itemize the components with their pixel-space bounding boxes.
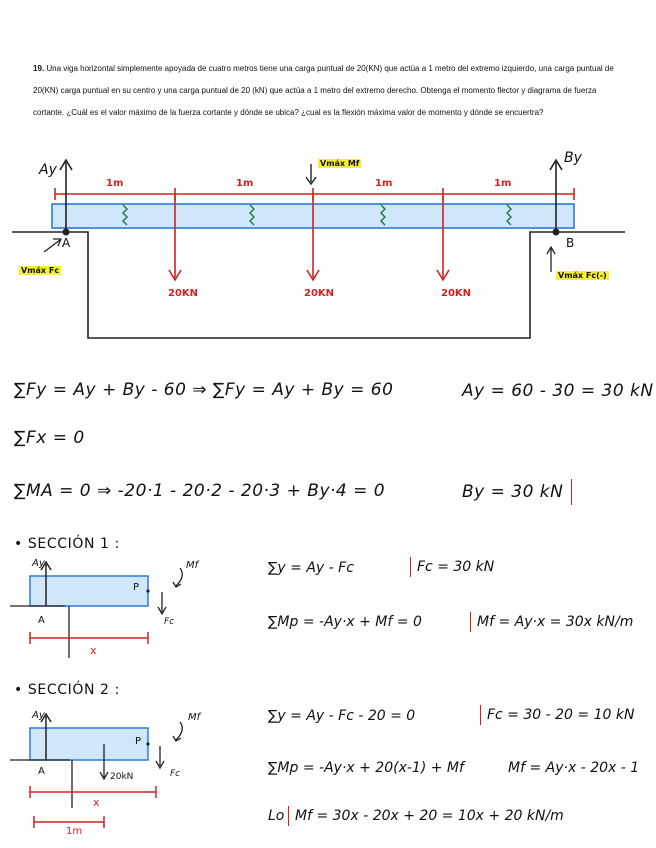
point-a-label: A <box>62 236 71 250</box>
section-1-eq2: ∑Mp = -Ay·x + Mf = 0 <box>268 614 422 630</box>
load-label-1: 20KN <box>168 288 199 299</box>
section-2-p-label: P <box>135 736 142 747</box>
section-2-mf-label: Mf <box>188 712 201 723</box>
section-1-title: • SECCIÓN 1 : <box>14 536 120 552</box>
beam-diagram <box>0 150 656 350</box>
equation-sum-fy: ∑Fy = Ay + By - 60 ⇒ ∑Fy = Ay + By = 60 <box>14 380 394 400</box>
section-1-a-label: A <box>38 615 45 626</box>
section-2-fc-label: Fc <box>170 769 181 779</box>
vmax-left-highlight: Vmáx Fc <box>21 266 60 275</box>
section-2-eq1: ∑y = Ay - Fc - 20 = 0 <box>268 708 416 724</box>
vmax-right-label <box>556 263 609 282</box>
equation-sum-ma: ∑MA = 0 ⇒ -20·1 - 20·2 - 20·3 + By·4 = 0 <box>14 481 386 501</box>
section-1-ay-label: Ay <box>32 558 45 569</box>
section-1-p-label: P <box>133 582 140 593</box>
problem-statement <box>33 58 623 124</box>
section-1-fc-label: Fc <box>164 617 175 627</box>
section-2-load-label: 20kN <box>110 772 134 782</box>
section-2-ay-label: Ay <box>32 710 45 721</box>
vmax-left-label <box>19 258 61 277</box>
section-2-eq1-result: Fc = 30 - 20 = 10 kN <box>480 705 634 725</box>
section-1-diagram <box>10 556 210 666</box>
section-1-eq1-result: Fc = 30 kN <box>410 557 494 577</box>
mf-label <box>318 151 361 170</box>
section-2-1m-label: 1m <box>66 826 83 837</box>
section-2-eq2: ∑Mp = -Ay·x + 20(x-1) + Mf <box>268 760 464 776</box>
ay-label: Ay <box>39 162 57 178</box>
section-2-x-label: x <box>93 796 100 809</box>
equation-by-result: By = 30 kN <box>462 479 572 505</box>
section-2-eq3-prefix: Lo <box>268 808 285 824</box>
section-2-a-label: A <box>38 766 45 777</box>
vmax-pointer-arrow <box>44 240 60 252</box>
by-label: By <box>564 150 582 166</box>
section-1-eq1: ∑y = Ay - Fc <box>268 560 354 576</box>
section-1-eq2-result: Mf = Ay·x = 30x kN/m <box>470 612 633 632</box>
section-2-title: • SECCIÓN 2 : <box>14 682 120 698</box>
load-label-2: 20KN <box>304 288 335 299</box>
problem-text: Una viga horizontal simplemente apoyada de cuatro metros tiene una carga puntual de 20(KN) que actúa a 1 metro del extremo izquierdo, una carga puntual de 20(KN) carga puntual en su centro y una carga puntual de 20 (kN) que actúa a 1 metro del extremo derecho. Obtenga el momento flector y diagrama de fuerza cortante. ¿Cuál es el valor máximo de la fuerza cortante y dónde se ubica? ¿cual es la flexión máxima valor de momento y dónde se encuertra? <box>33 64 614 117</box>
vmax-right-highlight: Vmáx Fc(-) <box>558 271 607 280</box>
span-label-3: 1m <box>375 178 393 189</box>
section-1-x-label: x <box>90 644 97 657</box>
section-2-eq2-b: Mf = Ay·x - 20x - 1 <box>508 760 640 776</box>
mf-highlight: Vmáx Mf <box>320 159 360 168</box>
equation-ay-result: Ay = 60 - 30 = 30 kN <box>462 378 656 404</box>
equation-sum-fx: ∑Fx = 0 <box>14 428 85 448</box>
support-left-line <box>12 232 625 338</box>
section-1-mf-label: Mf <box>186 560 199 571</box>
span-label-2: 1m <box>236 178 254 189</box>
problem-number: 19. <box>33 64 45 73</box>
section-2-eq3: Mf = 30x - 20x + 20 = 10x + 20 kN/m <box>288 806 564 826</box>
span-label-1: 1m <box>106 178 124 189</box>
point-b-label: B <box>566 236 575 250</box>
load-label-3: 20KN <box>441 288 472 299</box>
span-label-4: 1m <box>494 178 512 189</box>
